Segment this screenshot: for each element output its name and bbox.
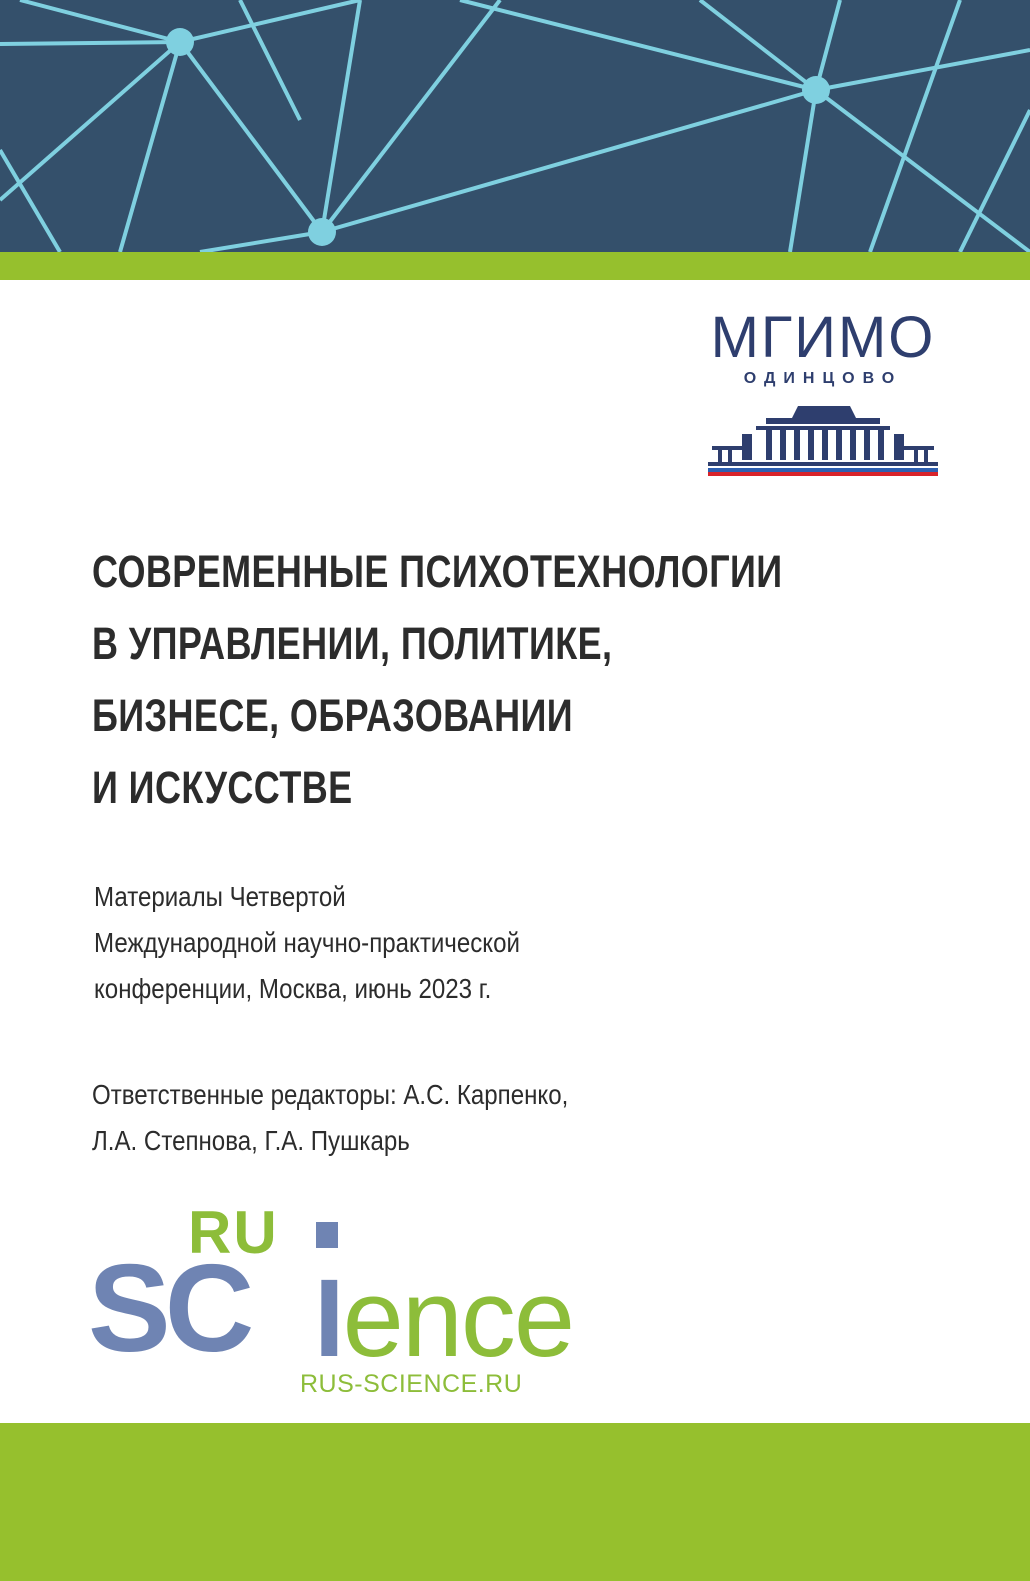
editors-line: Л.А. Степнова, Г.А. Пушкарь	[92, 1125, 410, 1156]
rus-logo-sc: SC	[88, 1240, 249, 1378]
book-title	[92, 536, 783, 824]
top-green-stripe	[0, 252, 1030, 280]
rus-logo-ence: ence	[342, 1257, 574, 1380]
mgimo-city: ОДИНЦОВО	[743, 370, 903, 387]
mgimo-logo	[704, 305, 944, 480]
title-line: В УПРАВЛЕНИИ, ПОЛИТИКЕ,	[92, 618, 613, 669]
title-line: И ИСКУССТВЕ	[92, 762, 353, 813]
title-line: БИЗНЕСЕ, ОБРАЗОВАНИИ	[92, 690, 574, 741]
book-editors	[92, 1072, 568, 1164]
rus-science-logo	[88, 1199, 574, 1410]
rus-logo-i-dot	[316, 1222, 338, 1248]
university-building-icon	[706, 404, 940, 478]
rus-logo-ience: Ience	[314, 1257, 574, 1380]
title-line: СОВРЕМЕННЫЕ ПСИХОТЕХНОЛОГИИ	[92, 546, 783, 597]
subtitle-line: Международной научно-практической	[94, 927, 520, 958]
mgimo-name: МГИМО	[710, 305, 936, 370]
bottom-green-band	[0, 1423, 1030, 1581]
rus-logo-ru: RU	[188, 1199, 279, 1266]
network-banner	[0, 0, 1030, 252]
book-subtitle	[94, 874, 520, 1012]
rus-logo-url: RUS-SCIENCE.RU	[300, 1370, 523, 1398]
editors-line: Ответственные редакторы: А.С. Карпенко,	[92, 1079, 569, 1110]
network-graphic	[0, 0, 1030, 252]
subtitle-line: конференции, Москва, июнь 2023 г.	[94, 973, 492, 1004]
subtitle-line: Материалы Четвертой	[94, 881, 346, 912]
